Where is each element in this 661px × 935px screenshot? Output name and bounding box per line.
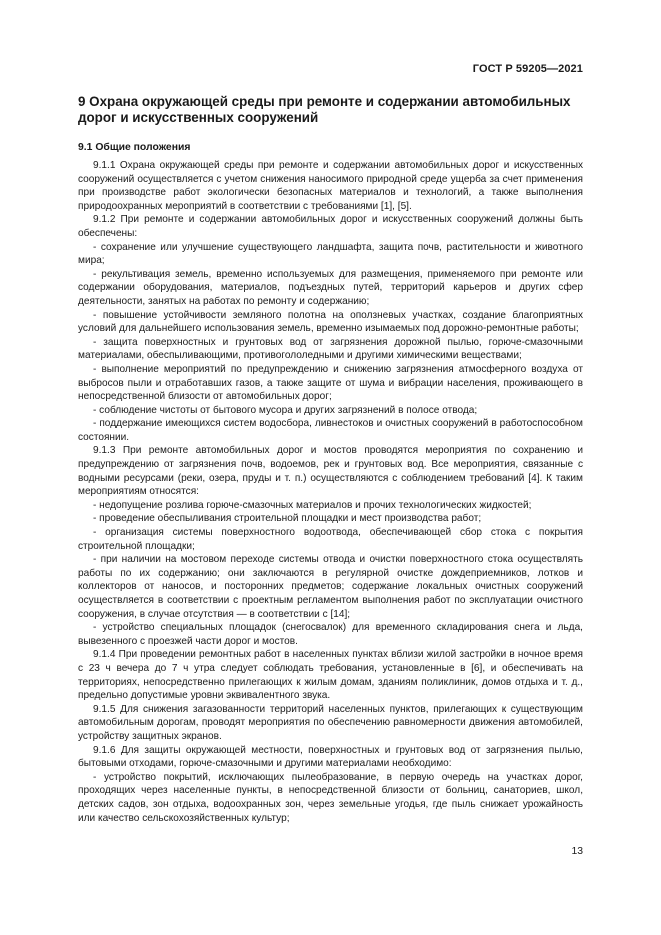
paragraph: 9.1.2 При ремонте и содержании автомобильных дорог и искусственных сооружений должны быть обеспечены:: [78, 214, 583, 239]
paragraph: 9.1.4 При проведении ремонтных работ в населенных пунктах вблизи жилой застройки в ночное время с 23 ч вечера до 7 ч утра следует соблюдать требования, установленные в [6], и обеспечивать на территориях, непосредственно прилегающих к жилым домам, зданиям поликлиник, домов отдыха и т. д., предельно допустимые уровни эквивалентного звука.: [78, 649, 583, 702]
section-title: 9 Охрана окружающей среды при ремонте и содержании автомобильных дорог и искусственных сооружений: [78, 94, 571, 125]
list-item: - выполнение мероприятий по предупреждению и снижению загрязнения атмосферного воздуха от выбросов пыли и отработавших газов, а также защите от шума и вибрации населения, проживающего в непосредственной близости от автомобильных дорог;: [78, 363, 583, 403]
list-item: - рекультивация земель, временно используемых для размещения, применяемого при ремонте или содержании оборудования, материалов, подъездных путей, территорий карьеров и других сфер деятельности, занятых на работах по ремонту и содержанию;: [78, 268, 583, 307]
subsection-title: 9.1 Общие положения: [78, 142, 191, 153]
list-item: - при наличии на мостовом переходе системы отвода и очистки поверхностного стока осуществлять работы по их содержанию; они заключаются в регулярной очистке дождеприемников, лотков и коллекторов от наносов, и посторонних предметов; содержание локальных очистных сооружений осуществляется в соответствии с проектным регламентом выполнения работ по эксплуатации очистного сооружения, в случае отсутствия — в соответствии с [14];: [78, 554, 583, 620]
list-item: - устройство покрытий, исключающих пылеобразование, в первую очередь на участках дорог, проходящих через населенные пункты, в непосредственной близости от больниц, санаториев, школ, детских садов, зон отдыха, водоохранных зон, через земельные угодья, где пыль снижает урожайность или качество сельскохозяйственных культур;: [78, 771, 583, 824]
paragraph: 9.1.6 Для защиты окружающей местности, поверхностных и грунтовых вод от загрязнения пылью, бытовыми отходами, горюче-смазочными и другими материалами необходимо:: [78, 744, 583, 770]
list-item: - организация системы поверхностного водоотвода, обеспечивающей сбор стока с покрытия строительной площадки;: [78, 527, 583, 552]
list-item: - проведение обеспыливания строительной площадки и мест производства работ;: [93, 513, 482, 525]
list-item: - поддержание имеющихся систем водосбора, ливнестоков и очистных сооружений в работоспособном состоянии.: [78, 418, 583, 443]
page-number: 13: [571, 846, 583, 857]
paragraph: 9.1.1 Охрана окружающей среды при ремонте и содержании автомобильных дорог и искусственных сооружений осуществляется с учетом снижения наносимого природной среде ущерба за счет применения при производстве работ экологически безопасных материалов и технологий, а также выполнения природоохранных мероприятий в соответствии с требованиями [1], [5].: [78, 160, 583, 212]
list-item: - недопущение розлива горюче-смазочных материалов и прочих технологических жидкостей;: [93, 499, 532, 511]
list-item: - сохранение или улучшение существующего ландшафта, защита почв, растительности и животного мира;: [78, 241, 583, 267]
list-item: - устройство специальных площадок (снегосвалок) для временного складирования снега и льда, вывезенного с проезжей части дорог и мостов.: [78, 622, 583, 647]
list-item: - соблюдение чистоты от бытового мусора и других загрязнений в полосе отвода;: [93, 404, 478, 416]
paragraph: 9.1.5 Для снижения загазованности территорий населенных пунктов, прилегающих к существующим автомобильным дорогам, проводят мероприятия по обеспечению равномерности движения автомобилей, устройству защитных экранов.: [78, 703, 583, 742]
document-id: ГОСТ Р 59205—2021: [472, 63, 583, 75]
list-item: - повышение устойчивости земляного полотна на оползневых участках, создание благоприятных условий для дальнейшего использования земель, временно изымаемых под дорожно-ремонтные работы;: [78, 309, 583, 335]
paragraph: 9.1.3 При ремонте автомобильных дорог и мостов проводятся мероприятия по сохранению и предупреждению от загрязнения почв, водоемов, рек и грунтовых вод. Все мероприятия, связанные с водными ресурсами (реки, озера, пруды и т. п.) осуществляются с соблюдением требований [4]. К таким мероприятиям относятся:: [78, 445, 583, 498]
document-body: [78, 159, 583, 825]
list-item: - защита поверхностных и грунтовых вод от загрязнения дорожной пылью, горюче-смазочными материалами, обеспыливающими, противогололедными и другими химическими веществами;: [78, 336, 583, 362]
